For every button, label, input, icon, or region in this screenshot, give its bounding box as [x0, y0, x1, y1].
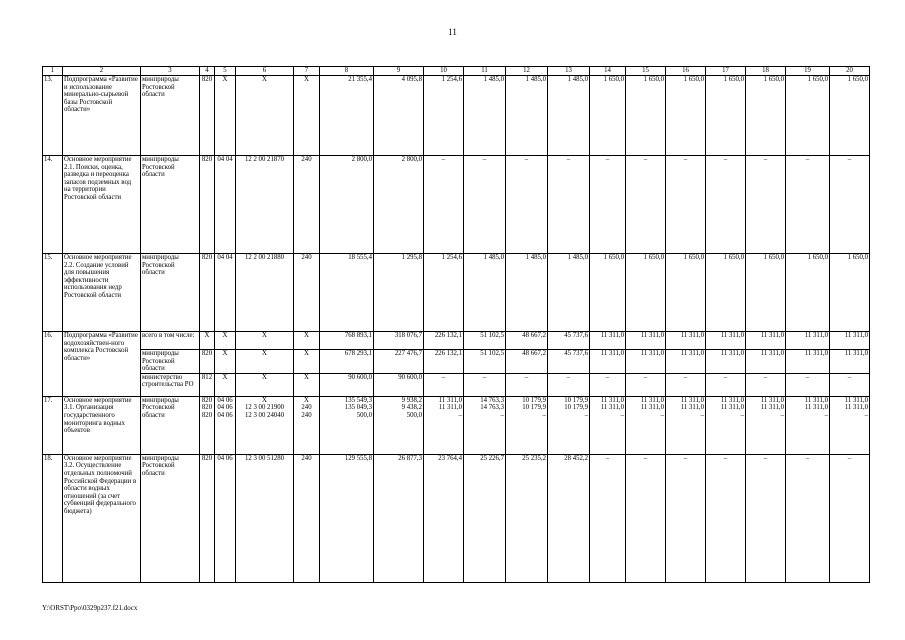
csr-code-cell: Х	[236, 332, 294, 350]
amount-cell: –	[464, 156, 506, 254]
table-row	[43, 396, 870, 454]
amount-cell: 48 667,2	[506, 332, 548, 350]
vr-code-cell: Х	[294, 373, 320, 396]
amount-cell: 1 485,0	[506, 76, 548, 156]
amount-cell: 1 254,6	[424, 254, 464, 332]
amount-cell: –	[746, 454, 786, 582]
amount-cell: 11 311,0	[590, 332, 626, 350]
column-number: 2	[63, 67, 141, 76]
amount-cell: 1 650,0	[786, 254, 830, 332]
amount-cell: –	[626, 454, 666, 582]
column-number-header	[43, 67, 870, 76]
amount-cell: 678 293,1	[320, 350, 374, 374]
amount-cell: –	[706, 156, 746, 254]
amount-cell: 11 311,0 11 311,0 –	[746, 396, 786, 454]
row-number: 16.	[43, 332, 63, 397]
rzpr-code-cell: Х	[215, 373, 236, 396]
amount-cell: –	[506, 156, 548, 254]
amount-cell: 11 311,0	[786, 350, 830, 374]
program-name: Основное мероприятие 3.1. Организация государственного мониторинга водных объектов	[63, 396, 141, 454]
amount-cell: –	[548, 373, 590, 396]
amount-cell: 26 877,3	[374, 454, 424, 582]
amount-cell: 11 311,0 11 311,0 –	[666, 396, 706, 454]
amount-cell: 226 132,1	[424, 350, 464, 374]
amount-cell: 1 254,6	[424, 76, 464, 156]
csr-code-cell: Х	[236, 350, 294, 374]
amount-cell: 1 650,0	[706, 254, 746, 332]
amount-cell: 11 311,0 11 311,0 –	[786, 396, 830, 454]
rzpr-code-cell: Х	[215, 332, 236, 350]
grbs-code-cell: 820	[200, 254, 215, 332]
column-number: 15	[626, 67, 666, 76]
table-row	[43, 454, 870, 582]
csr-code-cell: 12 2 00 21880	[236, 254, 294, 332]
column-number: 20	[830, 67, 870, 76]
amount-cell: 1 650,0	[746, 254, 786, 332]
column-number: 11	[464, 67, 506, 76]
row-number: 18.	[43, 454, 63, 582]
amount-cell: 11 311,0	[786, 332, 830, 350]
amount-cell: 11 311,0	[666, 332, 706, 350]
amount-cell: 1 650,0	[626, 254, 666, 332]
amount-cell: 11 311,0 11 311,0 –	[706, 396, 746, 454]
csr-code-cell: Х	[236, 373, 294, 396]
amount-cell: –	[590, 454, 626, 582]
executor-cell: минприроды Ростовской области	[141, 350, 200, 374]
row-number: 14.	[43, 156, 63, 254]
amount-cell: –	[786, 373, 830, 396]
amount-cell: –	[786, 156, 830, 254]
executor-cell: минприроды Ростовской области	[141, 254, 200, 332]
column-number: 6	[236, 67, 294, 76]
column-number: 10	[424, 67, 464, 76]
executor-cell: минприроды Ростовской области	[141, 76, 200, 156]
amount-cell: 1 650,0	[830, 76, 870, 156]
amount-cell: –	[706, 454, 746, 582]
table-row	[43, 373, 870, 396]
amount-cell: 11 311,0 11 311,0 –	[626, 396, 666, 454]
amount-cell: 25 226,7	[464, 454, 506, 582]
vr-code-cell: Х	[294, 350, 320, 374]
amount-cell: 226 132,1	[424, 332, 464, 350]
table-row	[43, 76, 870, 156]
table-row	[43, 156, 870, 254]
column-number: 16	[666, 67, 706, 76]
amount-cell: –	[830, 156, 870, 254]
amount-cell: 11 311,0	[666, 350, 706, 374]
grbs-code-cell: Х	[200, 332, 215, 350]
table-row	[43, 254, 870, 332]
amount-cell: 14 763,3 14 763,3 –	[464, 396, 506, 454]
vr-code-cell: Х	[294, 76, 320, 156]
amount-cell: 10 179,9 10 179,9 –	[548, 396, 590, 454]
amount-cell: 90 600,0	[374, 373, 424, 396]
amount-cell: 11 311,0	[626, 332, 666, 350]
amount-cell: 1 295,8	[374, 254, 424, 332]
amount-cell: –	[548, 156, 590, 254]
amount-cell: –	[590, 156, 626, 254]
amount-cell: 11 311,0	[830, 350, 870, 374]
amount-cell: 11 311,0	[830, 332, 870, 350]
amount-cell: 18 555,4	[320, 254, 374, 332]
vr-code-cell: 240	[294, 454, 320, 582]
amount-cell: –	[746, 373, 786, 396]
amount-cell: 1 650,0	[830, 254, 870, 332]
amount-cell: 11 311,0	[590, 350, 626, 374]
amount-cell: 11 311,0	[746, 350, 786, 374]
grbs-code-cell: 820	[200, 76, 215, 156]
amount-cell: 11 311,0	[706, 332, 746, 350]
amount-cell: 21 355,4	[320, 76, 374, 156]
amount-cell: 1 650,0	[590, 254, 626, 332]
column-number: 7	[294, 67, 320, 76]
amount-cell: –	[424, 156, 464, 254]
amount-cell: 1 650,0	[666, 76, 706, 156]
amount-cell: 11 311,0	[626, 350, 666, 374]
amount-cell: 1 485,0	[548, 254, 590, 332]
amount-cell: 23 764,4	[424, 454, 464, 582]
csr-code-cell: 12 2 00 21870	[236, 156, 294, 254]
amount-cell: 9 938,2 9 438,2 500,0	[374, 396, 424, 454]
footer-file-path: Y:\ORST\Ppo\0329p237.f21.docx	[42, 604, 138, 612]
executor-cell: минприроды Ростовской области	[141, 156, 200, 254]
vr-code-cell: Х	[294, 332, 320, 350]
amount-cell: 1 485,0	[464, 76, 506, 156]
program-name: Основное мероприятие 2.1. Поиски, оценка, разведка и переоценка запасов подземных вод на территории Ростовской области	[63, 156, 141, 254]
grbs-code-cell: 820	[200, 454, 215, 582]
rzpr-code-cell: 04 04	[215, 156, 236, 254]
amount-cell: –	[626, 156, 666, 254]
amount-cell: 28 452,2	[548, 454, 590, 582]
amount-cell: 1 650,0	[626, 76, 666, 156]
amount-cell: 129 555,8	[320, 454, 374, 582]
amount-cell: –	[830, 454, 870, 582]
amount-cell: 90 600,0	[320, 373, 374, 396]
amount-cell: 11 311,0	[706, 350, 746, 374]
column-number: 9	[374, 67, 424, 76]
csr-code-cell: Х	[236, 76, 294, 156]
amount-cell: 135 549,3 135 049,3 500,0	[320, 396, 374, 454]
amount-cell: –	[626, 373, 666, 396]
page-number: 11	[448, 27, 457, 37]
amount-cell: 1 485,0	[548, 76, 590, 156]
vr-code-cell: 240	[294, 156, 320, 254]
amount-cell: –	[786, 454, 830, 582]
rzpr-code-cell: 04 06	[215, 454, 236, 582]
amount-cell: 45 737,6	[548, 332, 590, 350]
amount-cell: 25 235,2	[506, 454, 548, 582]
executor-cell: минприроды Ростовской области	[141, 396, 200, 454]
grbs-code-cell: 820 820 820	[200, 396, 215, 454]
grbs-code-cell: 820	[200, 156, 215, 254]
amount-cell: 1 650,0	[666, 254, 706, 332]
vr-code-cell: Х 240 240	[294, 396, 320, 454]
amount-cell: 1 650,0	[786, 76, 830, 156]
amount-cell: 2 800,0	[320, 156, 374, 254]
rzpr-code-cell: Х	[215, 350, 236, 374]
rzpr-code-cell: 04 06 04 06 04 06	[215, 396, 236, 454]
column-number: 3	[141, 67, 200, 76]
row-number: 15.	[43, 254, 63, 332]
amount-cell: 45 737,6	[548, 350, 590, 374]
row-number: 13.	[43, 76, 63, 156]
amount-cell: –	[666, 156, 706, 254]
vr-code-cell: 240	[294, 254, 320, 332]
amount-cell: –	[464, 373, 506, 396]
column-number: 5	[215, 67, 236, 76]
executor-cell: всего в том числе:	[141, 332, 200, 350]
amount-cell: 768 893,1	[320, 332, 374, 350]
column-number: 4	[200, 67, 215, 76]
amount-cell: 1 485,0	[506, 254, 548, 332]
amount-cell: 51 102,5	[464, 332, 506, 350]
amount-cell: 1 650,0	[746, 76, 786, 156]
amount-cell: 227 476,7	[374, 350, 424, 374]
amount-cell: 318 076,7	[374, 332, 424, 350]
executor-cell: минприроды Ростовской области	[141, 454, 200, 582]
amount-cell: 4 095,8	[374, 76, 424, 156]
column-number: 8	[320, 67, 374, 76]
amount-cell: –	[666, 373, 706, 396]
amount-cell: 51 102,5	[464, 350, 506, 374]
grbs-code-cell: 820	[200, 350, 215, 374]
column-number: 14	[590, 67, 626, 76]
rzpr-code-cell: Х	[215, 76, 236, 156]
amount-cell: –	[746, 156, 786, 254]
amount-cell: 1 650,0	[590, 76, 626, 156]
row-number: 17.	[43, 396, 63, 454]
amount-cell: 11 311,0 11 311,0 –	[590, 396, 626, 454]
column-number: 1	[43, 67, 63, 76]
amount-cell: 11 311,0 11 311,0 –	[424, 396, 464, 454]
column-number: 12	[506, 67, 548, 76]
amount-cell: –	[706, 373, 746, 396]
table-row	[43, 350, 870, 374]
column-number: 18	[746, 67, 786, 76]
csr-code-cell: 12 3 00 51280	[236, 454, 294, 582]
amount-cell: –	[506, 373, 548, 396]
program-name: Основное мероприятие 2.2. Создание условий для повышения эффективности использования недр Ростовской области	[63, 254, 141, 332]
amount-cell: –	[424, 373, 464, 396]
amount-cell: 48 667,2	[506, 350, 548, 374]
amount-cell: 11 311,0	[746, 332, 786, 350]
executor-cell: министерство строительства РО	[141, 373, 200, 396]
table-row	[43, 332, 870, 350]
amount-cell: 11 311,0 11 311,0 –	[830, 396, 870, 454]
amount-cell: –	[830, 373, 870, 396]
rzpr-code-cell: 04 04	[215, 254, 236, 332]
column-number: 13	[548, 67, 590, 76]
program-name: Основное мероприятие 3.2. Осуществление отдельных полномочий Российской Федерации в области водных отношений (за счет субвенций федерального бюджета)	[63, 454, 141, 582]
program-name: Подпрограмма «Развитие водохозяйствен-ного комплекса Ростовской области»	[63, 332, 141, 397]
amount-cell: 10 179,9 10 179,9 –	[506, 396, 548, 454]
budget-table	[42, 66, 870, 583]
column-number: 19	[786, 67, 830, 76]
csr-code-cell: Х 12 3 00 21900 12 3 00 24040	[236, 396, 294, 454]
amount-cell: 1 650,0	[706, 76, 746, 156]
amount-cell: –	[666, 454, 706, 582]
column-number: 17	[706, 67, 746, 76]
grbs-code-cell: 812	[200, 373, 215, 396]
amount-cell: 2 800,0	[374, 156, 424, 254]
program-name: Подпрограмма «Развитие и использование минерально-сырьевой базы Ростовской области»	[63, 76, 141, 156]
amount-cell: 1 485,0	[464, 254, 506, 332]
amount-cell: –	[590, 373, 626, 396]
